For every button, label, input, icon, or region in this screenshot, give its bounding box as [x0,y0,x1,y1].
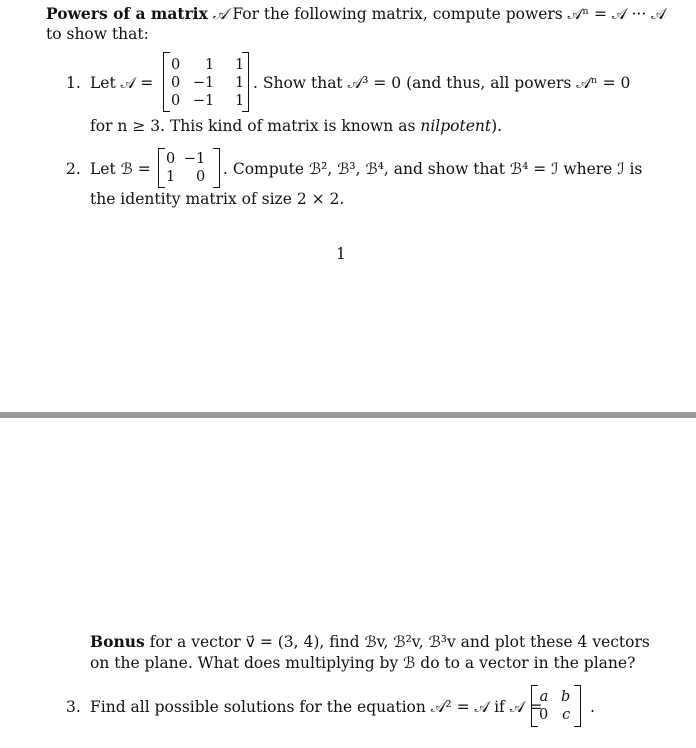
item-1-after: . Show that 𝒜³ = 0 (and thus, all powers 𝒜ⁿ = 0 [253,74,631,92]
matrix-a-general-right-bracket [574,685,581,727]
matrix-a-general [531,685,581,727]
matrix-b-cell: −1 [183,151,206,167]
intro-text: For the following matrix, compute powers 𝒜ⁿ = 𝒜 ··· 𝒜 [232,5,666,23]
matrix-a-cell: 0 [171,57,181,73]
intro-line-2: to show that: [46,25,149,43]
matrix-a-cell: 1 [235,93,245,109]
item-1-number: 1. [66,74,81,92]
matrix-a-cell: −1 [192,93,215,109]
item-1-line-2-suffix: ). [491,117,503,135]
bonus-line-2: on the plane. What does multiplying by ℬ do to a vector in the plane? [90,654,636,672]
matrix-b [158,148,220,188]
matrix-b-cell: 0 [196,169,206,185]
item-2-lead: Let ℬ = [90,160,151,178]
matrix-a [163,52,249,112]
matrix-a-cell: 0 [171,75,181,91]
matrix-a-grid [167,56,248,110]
intro-line-1 [46,4,666,24]
item-2-line-2: the identity matrix of size 2 × 2. [90,190,345,208]
bonus-line-1 [90,632,650,652]
item-1-lead: Let 𝒜 = [90,74,154,92]
matrix-b-cell: 1 [166,169,176,185]
matrix-a-cell: 1 [205,57,215,73]
matrix-a-general-grid [535,688,574,724]
matrix-a-general-cell: c [562,707,571,723]
item-2-after: . Compute ℬ², ℬ³, ℬ⁴, and show that ℬ⁴ = ℐ where ℐ is [223,160,643,178]
title-symbol: 𝒜 [212,5,228,23]
page-number: 1 [336,245,346,263]
item-1-line-2-prefix: for n ≥ 3. This kind of matrix is known as [90,117,416,135]
page-2 [0,418,696,748]
item-2-number: 2. [66,160,81,178]
matrix-b-cell: 0 [166,151,176,167]
matrix-b-grid [162,150,209,186]
item-1-line-2 [90,116,502,136]
matrix-a-general-cell: 0 [539,707,549,723]
bonus-text-1: for a vector v⃗ = (3, 4), find ℬv, ℬ²v, ℬ³v and plot these 4 vectors [149,633,650,651]
item-3-text: Find all possible solutions for the equation 𝒜² = 𝒜 if 𝒜 = [90,698,543,716]
matrix-a-general-cell: b [560,689,571,705]
section-title: Powers of a matrix [46,4,208,23]
matrix-a-cell: 0 [171,93,181,109]
matrix-a-cell: 1 [235,75,245,91]
nilpotent-term: nilpotent [420,117,492,135]
item-3-number: 3. [66,698,81,716]
matrix-a-general-cell: a [539,689,549,705]
bonus-label: Bonus [90,632,145,651]
item-3-after: . [590,698,595,716]
matrix-a-cell: −1 [192,75,215,91]
matrix-b-right-bracket [213,148,220,188]
matrix-a-cell: 1 [235,57,245,73]
